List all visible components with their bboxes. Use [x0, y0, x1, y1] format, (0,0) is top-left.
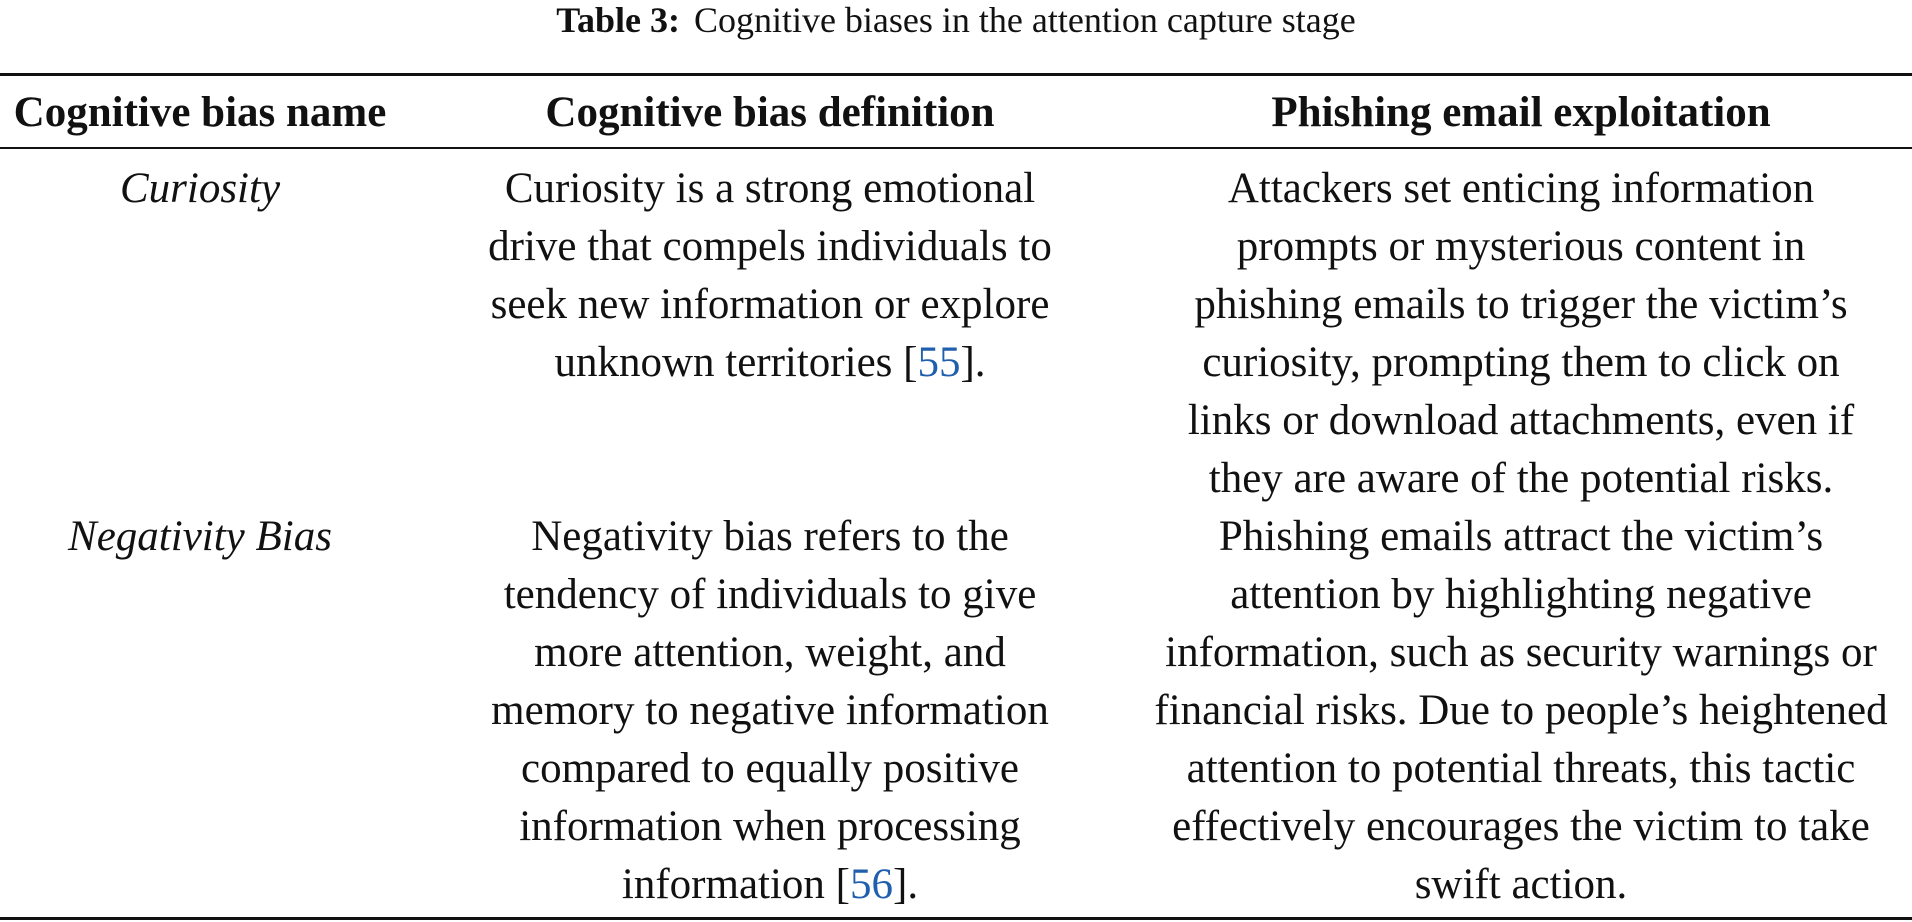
table-caption — [0, 0, 1912, 44]
table-header-row — [0, 80, 1912, 144]
definition-line: seek new information or explore — [490, 281, 1050, 328]
phishing-exploitation-cell — [1130, 160, 1912, 508]
definition-text-end: ]. — [893, 861, 919, 908]
table-caption-text: Cognitive biases in the attention capture stage — [693, 0, 1356, 40]
bias-definition-cell — [450, 508, 1090, 914]
table-caption-label: Table 3: — [556, 0, 680, 40]
definition-text: information [ — [621, 861, 850, 908]
definition-line: Curiosity is a strong emotional — [504, 165, 1036, 212]
exploitation-line: attention to potential threats, this tactic — [1186, 745, 1856, 792]
citation-link[interactable]: 56 — [850, 861, 893, 908]
definition-text: unknown territories [ — [554, 339, 918, 386]
bias-name-cell: Negativity Bias — [68, 513, 332, 560]
table-row — [0, 508, 1912, 914]
bias-name-cell: Curiosity — [119, 165, 281, 212]
table-top-rule — [0, 73, 1912, 76]
table-header-rule — [0, 147, 1912, 149]
phishing-exploitation-cell — [1130, 508, 1912, 914]
exploitation-line: attention by highlighting negative — [1230, 571, 1812, 618]
exploitation-line: prompts or mysterious content in — [1236, 223, 1806, 270]
exploitation-line: phishing emails to trigger the victim’s — [1194, 281, 1848, 328]
definition-line: memory to negative information — [491, 687, 1049, 734]
citation-link[interactable]: 55 — [917, 339, 961, 386]
exploitation-line: effectively encourages the victim to take — [1172, 803, 1870, 850]
definition-line: information when processing — [519, 803, 1021, 850]
definition-line: Negativity bias refers to the — [531, 513, 1009, 560]
table-row — [0, 160, 1912, 508]
exploitation-line: links or download attachments, even if — [1187, 397, 1855, 444]
definition-line: compared to equally positive — [521, 745, 1019, 792]
definition-line: more attention, weight, and — [534, 629, 1006, 676]
header-phishing-exploitation: Phishing email exploitation — [1271, 89, 1771, 136]
table-bottom-rule — [0, 917, 1912, 920]
exploitation-line: information, such as security warnings or — [1165, 629, 1877, 676]
header-bias-name: Cognitive bias name — [13, 89, 387, 136]
exploitation-line: financial risks. Due to people’s heightened — [1154, 687, 1888, 734]
definition-line: tendency of individuals to give — [503, 571, 1037, 618]
definition-text-end: ]. — [960, 339, 986, 386]
header-bias-definition: Cognitive bias definition — [545, 89, 995, 136]
exploitation-line: curiosity, prompting them to click on — [1202, 339, 1840, 386]
exploitation-line: swift action. — [1414, 861, 1628, 908]
exploitation-line: Attackers set enticing information — [1227, 165, 1815, 212]
definition-line-last — [450, 856, 1090, 914]
exploitation-line: Phishing emails attract the victim’s — [1218, 513, 1824, 560]
bias-definition-cell — [450, 160, 1090, 392]
exploitation-line: they are aware of the potential risks. — [1208, 455, 1834, 502]
definition-line: drive that compels individuals to — [488, 223, 1052, 270]
definition-line-last — [450, 334, 1090, 392]
